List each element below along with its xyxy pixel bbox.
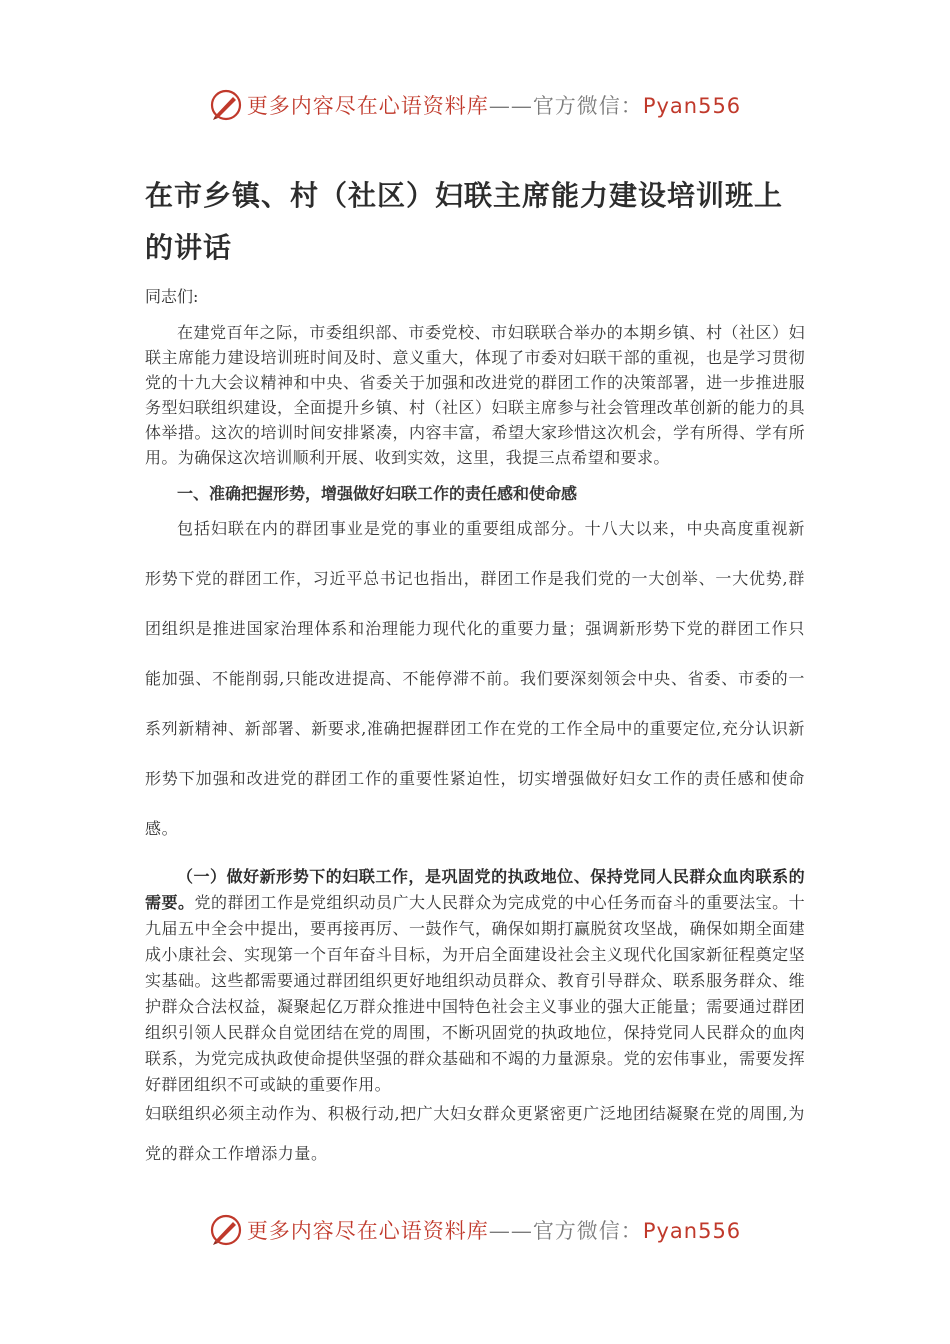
banner-wechat-label: 官方微信： (532, 94, 643, 118)
subsection-paragraph (145, 864, 805, 1098)
pen-logo-icon (209, 88, 243, 122)
document-title: 在市乡镇、村（社区）妇联主席能力建设培训班上的讲话 (145, 179, 784, 264)
subsection-heading: （一）做好新形势下的妇联工作，是巩固党的执政地位、保持党同人民群众血肉联系的需要。 (145, 867, 805, 912)
footer-banner (0, 1205, 950, 1255)
header-banner (0, 80, 950, 130)
section-heading: 一、准确把握形势，增强做好妇联工作的责任感和使命感 (177, 484, 578, 503)
section-paragraph: 包括妇联在内的群团事业是党的事业的重要组成部分。十八大以来，中央高度重视新形势下党的群团工作，习近平总书记也指出，群团工作是我们党的一大创举、一大优势,群团组织是推进国家治理体系和治理能力现代化的重要力量；强调新形势下党的群团工作只能加强、不能削弱,只能改进提高、不能停滞不前。我们要深刻领会中央、省委、市委的一系列新精神、新部署、新要求,准确把握群团工作在党的工作全局中的重要定位,充分认识新形势下加强和改进党的群团工作的重要性紧迫性，切实增强做好妇女工作的责任感和使命感。 (145, 519, 805, 838)
intro-paragraph: 在建党百年之际，市委组织部、市委党校、市妇联联合举办的本期乡镇、村（社区）妇联主席能力建设培训班时间及时、意义重大，体现了市委对妇联干部的重视，也是学习贯彻党的十九大会议精神和中央、省委关于加强和改进党的群团工作的决策部署，进一步推进服务型妇联组织建设，全面提升乡镇、村（社区）妇联主席参与社会管理改革创新的能力的具体举措。这次的培训时间安排紧凑，内容丰富，希望大家珍惜这次机会，学有所得、学有所用。为确保这次培训顺利开展、收到实效，这里，我提三点希望和要求。 (145, 323, 805, 467)
salutation: 同志们: (145, 287, 199, 306)
banner-text (247, 1215, 741, 1245)
document-body (145, 170, 805, 1174)
banner-dash: —— (488, 94, 533, 118)
subsection-body: 党的群团工作是党组织动员广大人民群众为完成党的中心任务而奋斗的重要法宝。十九届五中全会中提出，要再接再厉、一鼓作气，确保如期打赢脱贫攻坚战，确保如期全面建成小康社会、实现第一个百年奋斗目标，为开启全面建设社会主义现代化国家新征程奠定坚实基础。这些都需要通过群团组织更好地组织动员群众、教育引导群众、联系服务群众、维护群众合法权益，凝聚起亿万群众推进中国特色社会主义事业的强大正能量；需要通过群团组织引领人民群众自觉团结在党的周围，不断巩固党的执政地位，保持党同人民群众的血肉联系，为党完成执政使命提供坚强的群众基础和不竭的力量源泉。党的宏伟事业，需要发挥好群团组织不可或缺的重要作用。 (145, 893, 805, 1094)
subsection-tail: 妇联组织必须主动作为、积极行动,把广大妇女群众更紧密更广泛地团结凝聚在党的周围,为党的群众工作增添力量。 (145, 1104, 805, 1163)
banner-wechat-id: Pyan556 (642, 1219, 742, 1243)
banner-site-name: 更多内容尽在心语资料库 (246, 1219, 489, 1243)
banner-text (247, 90, 741, 120)
banner-wechat-label: 官方微信： (532, 1219, 643, 1243)
banner-wechat-id: Pyan556 (642, 94, 742, 118)
pen-logo-icon (209, 1213, 243, 1247)
banner-dash: —— (488, 1219, 533, 1243)
banner-site-name: 更多内容尽在心语资料库 (246, 94, 489, 118)
